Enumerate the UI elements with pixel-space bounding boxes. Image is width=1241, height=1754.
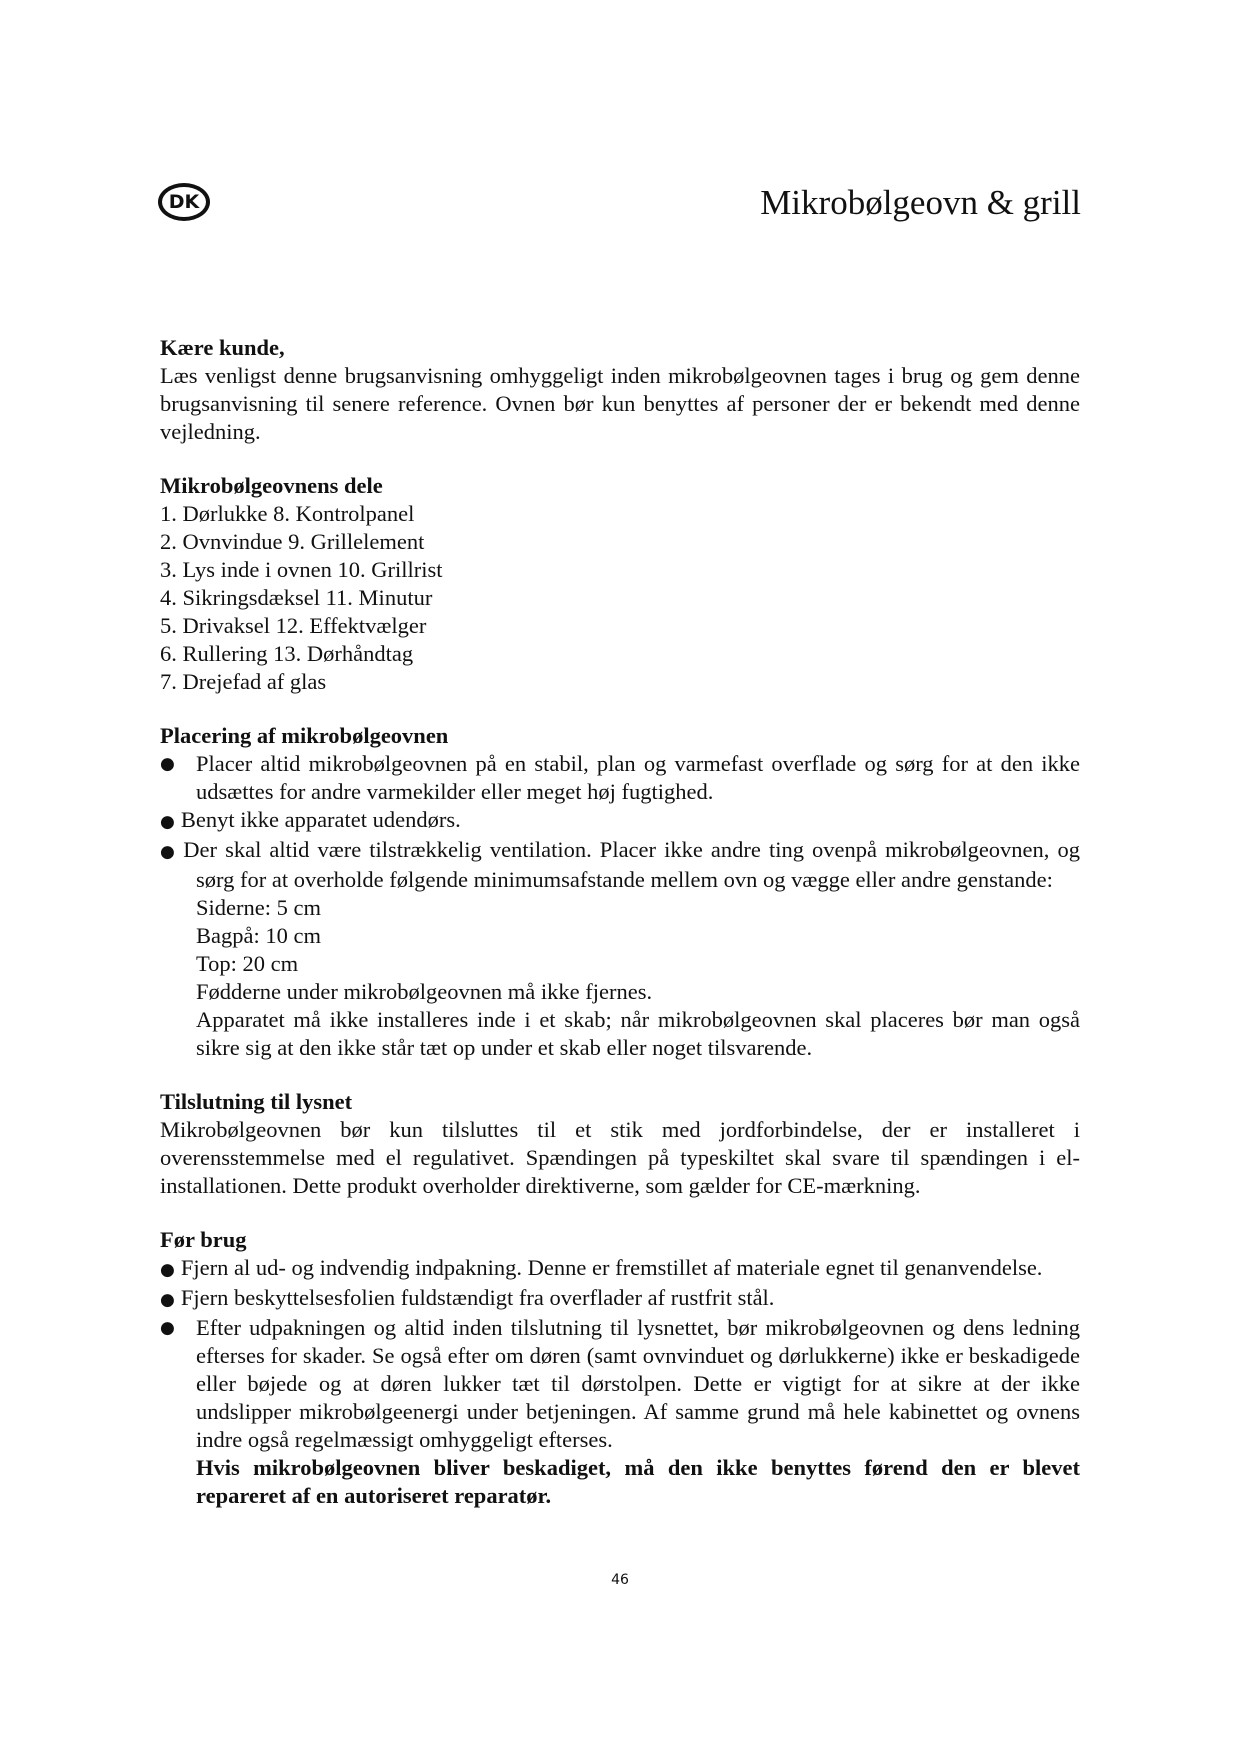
page-header — [158, 183, 1081, 221]
warning-text: Hvis mikrobølgeovnen bliver beskadiget, må den ikke benyttes førend den er blevet repareret af en autoriseret reparatør. — [196, 1455, 1080, 1508]
placement-subline: Bagpå: 10 cm — [196, 923, 321, 948]
document-title: Mikrobølgeovn & grill — [760, 182, 1081, 222]
bullet-icon: ● — [160, 812, 175, 832]
placement-heading: Placering af mikrobølgeovnen — [160, 723, 449, 748]
placement-subline: Top: 20 cm — [196, 951, 299, 976]
bullet-item — [160, 1284, 1080, 1314]
bullet-icon: ● — [160, 1260, 175, 1280]
section-power — [160, 1088, 1080, 1200]
bullet-text: Fjern al ud- og indvendig indpakning. Denne er fremstillet af materiale egnet til genanvendelse. — [180, 1255, 1043, 1280]
dk-badge-label: DK — [168, 191, 200, 213]
page-number: 46 — [611, 1572, 629, 1588]
bullet-item — [160, 836, 1080, 894]
power-paragraph: Mikrobølgeovnen bør kun tilsluttes til et stik med jordforbindelse, der er installeret i overensstemmelse med el regulativet. Spændingen på typeskiltet skal svare til spændingen i el-installationen. Dette produkt overholder direktiverne, som gælder for CE-mærkning. — [160, 1117, 1080, 1198]
section-before-use — [160, 1226, 1080, 1510]
bullet-icon: ● — [160, 754, 175, 774]
section-parts — [160, 472, 1080, 696]
bullet-icon: ● — [160, 1290, 175, 1310]
intro-paragraph: Læs venligst denne brugsanvisning omhyggeligt inden mikrobølgeovnen tages i brug og gem denne brugsanvisning til senere reference. Ovnen bør kun benyttes af personer der er bekendt med denne vejledning. — [160, 363, 1080, 444]
intro-heading: Kære kunde, — [160, 335, 285, 360]
parts-item: 5. Drivaksel 12. Effektvælger — [160, 613, 427, 638]
placement-subline: Fødderne under mikrobølgeovnen må ikke fjernes. — [196, 979, 653, 1004]
section-placement — [160, 722, 1080, 1062]
bullet-text: Benyt ikke apparatet udendørs. — [180, 807, 461, 832]
before-use-heading: Før brug — [160, 1227, 247, 1252]
bullet-item — [160, 750, 1080, 806]
bullet-item — [160, 1314, 1080, 1454]
parts-heading: Mikrobølgeovnens dele — [160, 473, 383, 498]
placement-subline: Siderne: 5 cm — [196, 895, 321, 920]
bullet-text: Placer altid mikrobølgeovnen på en stabil, plan og varmefast overflade og sørg for at den ikke udsættes for andre varmekilder eller meget høj fugtighed. — [196, 751, 1080, 804]
parts-item: 6. Rullering 13. Dørhåndtag — [160, 641, 414, 666]
parts-item: 1. Dørlukke 8. Kontrolpanel — [160, 501, 415, 526]
document-body — [160, 334, 1080, 1510]
parts-item: 4. Sikringsdæksel 11. Minutur — [160, 585, 433, 610]
section-intro — [160, 334, 1080, 446]
parts-item: 7. Drejefad af glas — [160, 669, 327, 694]
bullet-item — [160, 1254, 1080, 1284]
bullet-text: Fjern beskyttelsesfolien fuldstændigt fra overflader af rustfrit stål. — [180, 1285, 775, 1310]
bullet-text: Efter udpakningen og altid inden tilslutning til lysnettet, bør mikrobølgeovnen og dens ledning efterses for skader. Se også efter om døren (samt ovnvinduet og dørlukkerne) ikke er beskadigede eller bøjede og at døren lukker tæt til dørstolpen. Dette er vigtigt for at sikre at der ikke undslipper mikrobølgeenergi under betjeningen. Af samme grund må hele kabinettet og ovnens indre også regelmæssigt omhyggeligt efterses. — [196, 1315, 1080, 1452]
bullet-icon: ● — [160, 1318, 175, 1338]
bullet-item — [160, 806, 1080, 836]
dk-language-badge — [158, 183, 210, 221]
power-heading: Tilslutning til lysnet — [160, 1089, 353, 1114]
placement-subline: Apparatet må ikke installeres inde i et skab; når mikrobølgeovnen skal placeres bør man også sikre sig at den ikke står tæt op under et skab eller noget tilsvarende. — [196, 1007, 1080, 1060]
parts-item: 2. Ovnvindue 9. Grillelement — [160, 529, 425, 554]
bullet-text: Der skal altid være tilstrækkelig ventilation. Placer ikke andre ting ovenpå mikrobølgeovnen, og sørg for at overholde følgende minimumsafstande mellem ovn og vægge eller andre genstande: — [183, 837, 1080, 892]
parts-item: 3. Lys inde i ovnen 10. Grillrist — [160, 557, 443, 582]
bullet-icon: ● — [160, 842, 178, 862]
